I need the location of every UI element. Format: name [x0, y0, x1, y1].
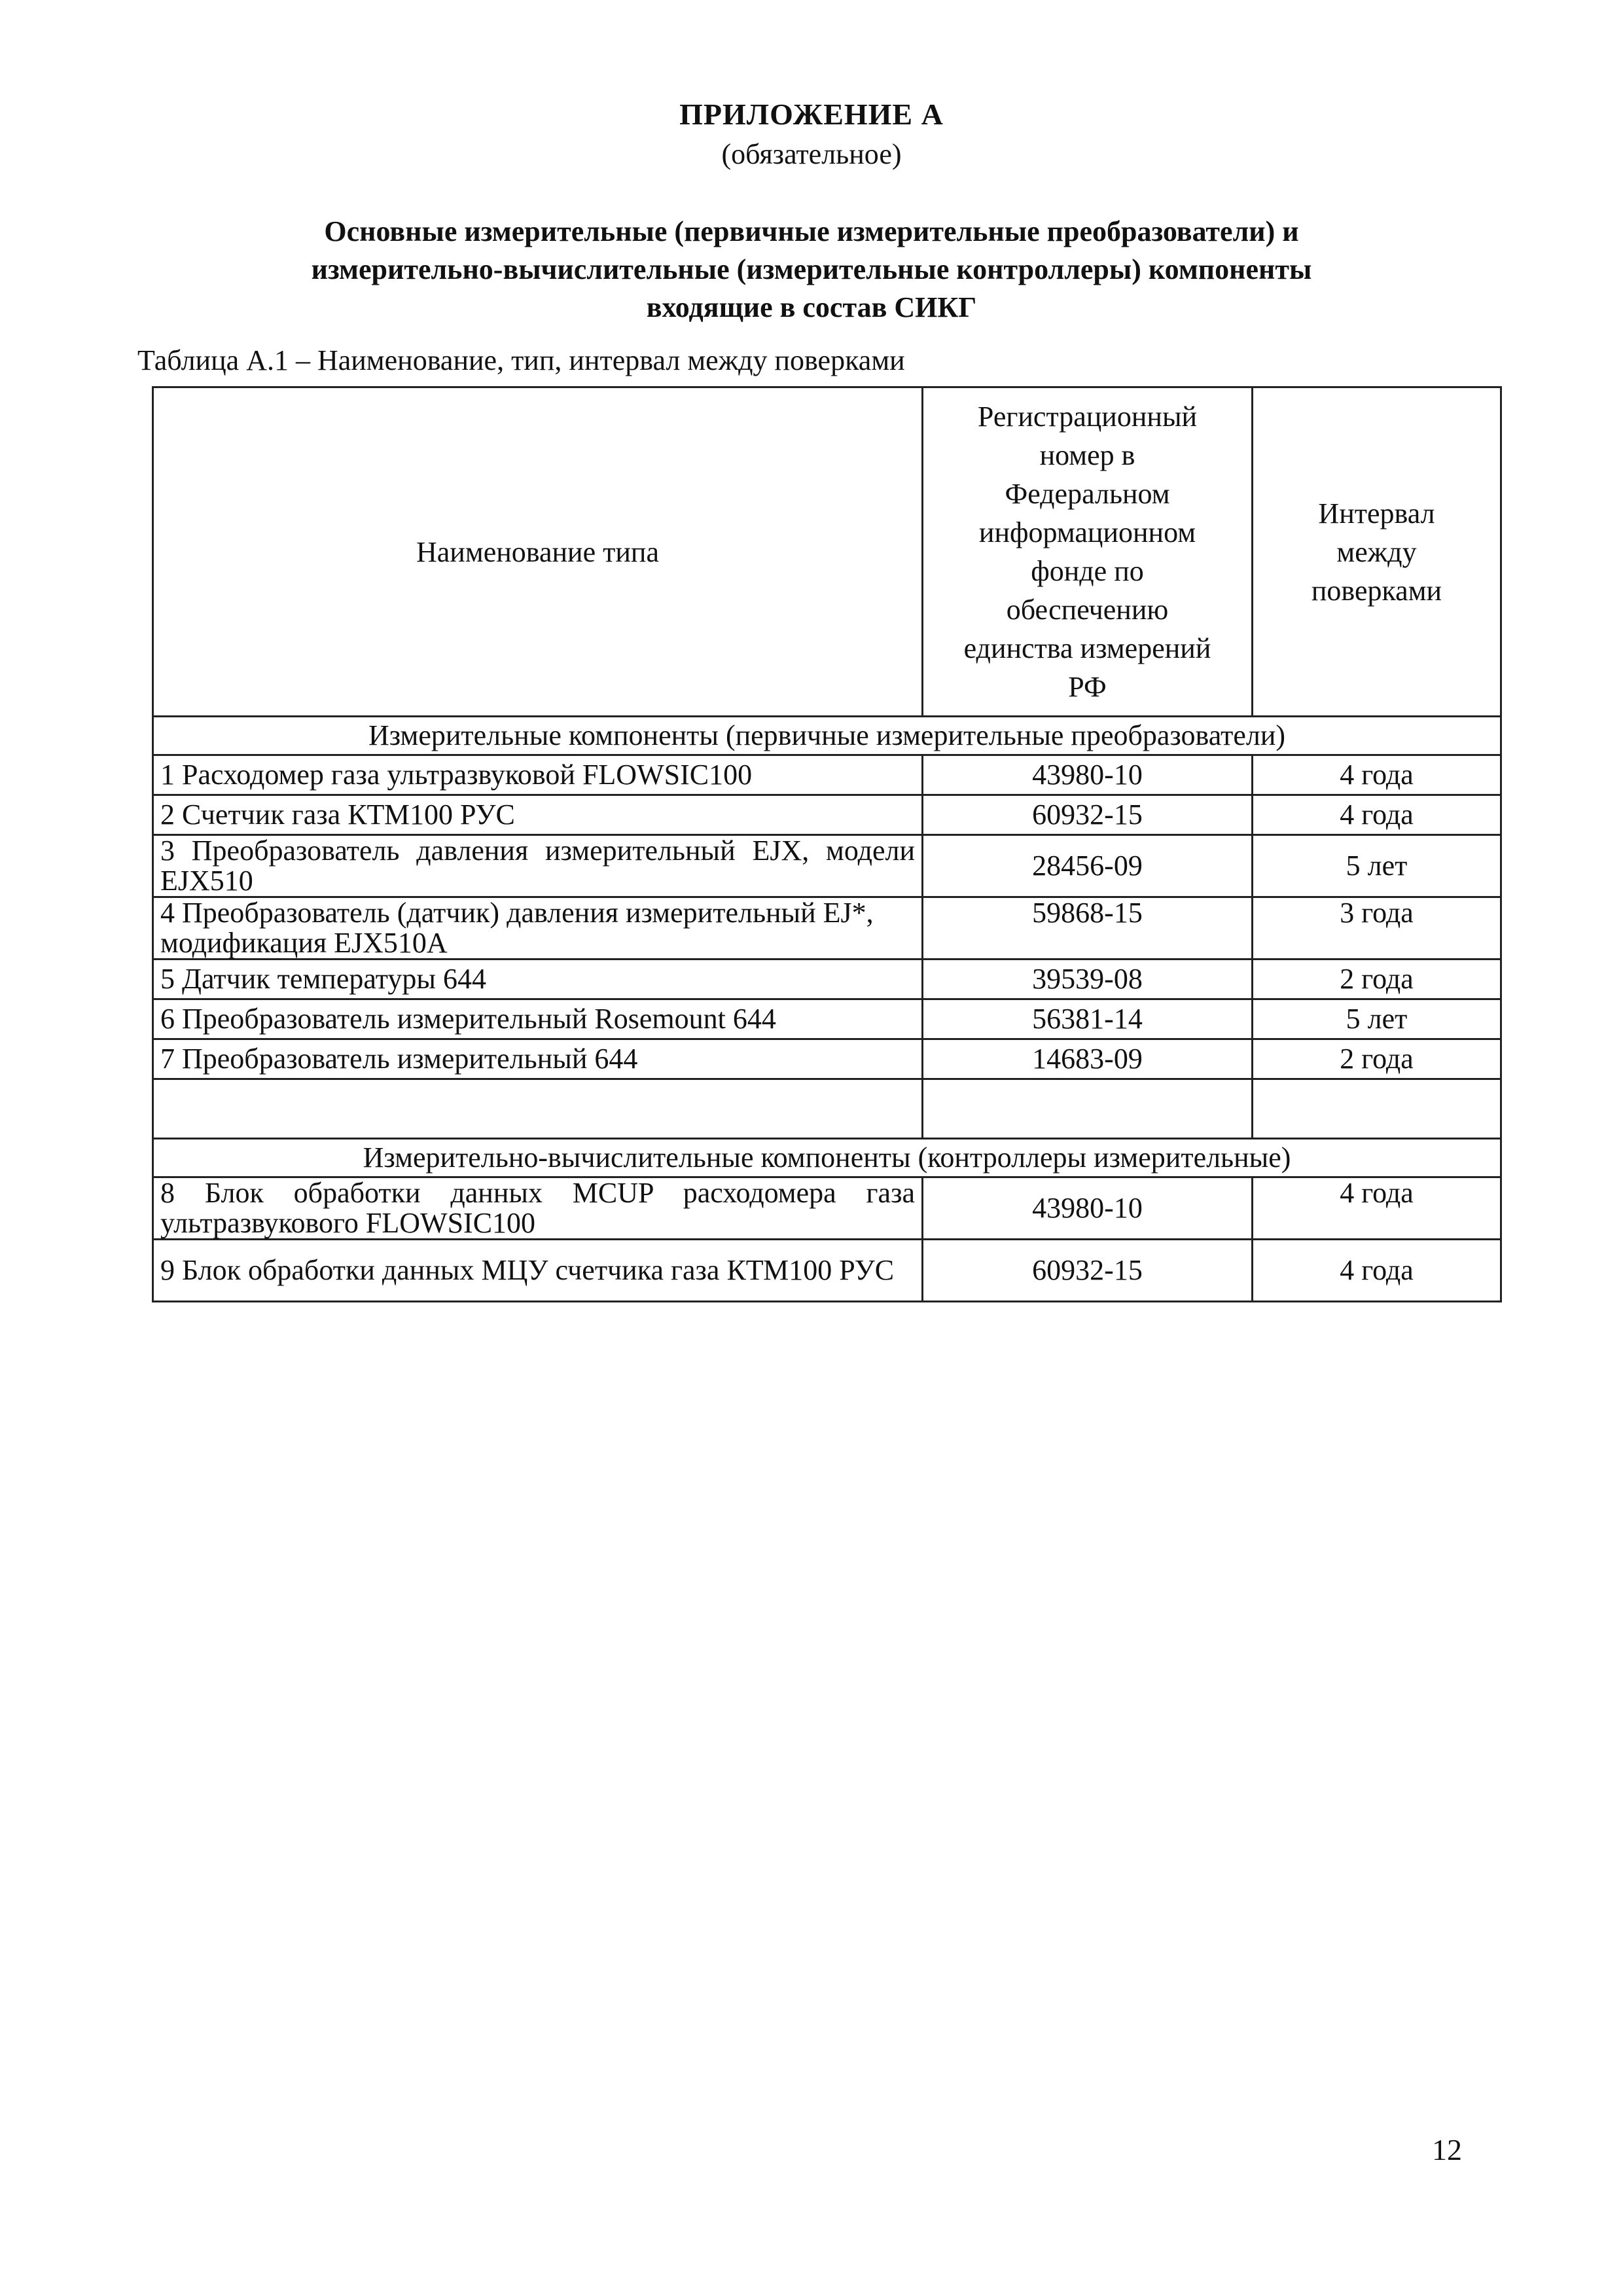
- type-name-cell: 5 Датчик температуры 644: [153, 960, 923, 999]
- registration-cell: 39539-08: [923, 960, 1253, 999]
- type-name-cell: 2 Счетчик газа КТМ100 РУС: [153, 795, 923, 835]
- interval-cell: 3 года: [1253, 897, 1501, 960]
- registration-cell: 28456-09: [923, 835, 1253, 897]
- heading-line: входящие в состав СИКГ: [646, 291, 977, 323]
- page-number: 12: [1432, 2133, 1462, 2166]
- type-name-cell: 1 Расходомер газа ультразвуковой FLOWSIC100: [153, 755, 923, 795]
- heading-line: Основные измерительные (первичные измерительные преобразователи) и: [324, 215, 1299, 247]
- registration-cell: 43980-10: [923, 755, 1253, 795]
- type-name-cell: 6 Преобразователь измерительный Rosemount 644: [153, 999, 923, 1039]
- heading-line: измерительно-вычислительные (измерительные контроллеры) компоненты: [311, 253, 1312, 285]
- table-row: [153, 999, 1501, 1039]
- empty-cell: [153, 1079, 923, 1139]
- table-row: [153, 755, 1501, 795]
- registration-cell: 60932-15: [923, 1240, 1253, 1302]
- section-title: Измерительно-вычислительные компоненты (контроллеры измерительные): [153, 1139, 1501, 1177]
- registration-cell: 56381-14: [923, 999, 1253, 1039]
- empty-cell: [923, 1079, 1253, 1139]
- table-row: [153, 795, 1501, 835]
- empty-cell: [1253, 1079, 1501, 1139]
- table-row: [153, 960, 1501, 999]
- header-type-name: Наименование типа: [153, 387, 923, 717]
- components-table: [152, 386, 1502, 1302]
- interval-cell: 4 года: [1253, 1240, 1501, 1302]
- registration-cell: 43980-10: [923, 1177, 1253, 1240]
- appendix-title: ПРИЛОЖЕНИЕ А: [679, 98, 944, 131]
- interval-cell: 2 года: [1253, 1039, 1501, 1079]
- interval-cell: 4 года: [1253, 755, 1501, 795]
- registration-cell: 60932-15: [923, 795, 1253, 835]
- header-verification-interval: Интервал между поверками: [1253, 387, 1501, 717]
- table-row: [153, 1240, 1501, 1302]
- section-title: Измерительные компоненты (первичные измерительные преобразователи): [153, 717, 1501, 755]
- table-caption: Таблица А.1 – Наименование, тип, интервал между поверками: [137, 344, 905, 376]
- table-header-row: [153, 387, 1501, 717]
- type-name-cell: 3 Преобразователь давления измерительный EJX, модели EJX510: [153, 835, 923, 897]
- interval-cell: 5 лет: [1253, 999, 1501, 1039]
- document-heading: [196, 213, 1427, 327]
- section-row-computing: [153, 1139, 1501, 1177]
- type-name-cell: 4 Преобразователь (датчик) давления измерительный EJ*, модификация EJX510A: [153, 897, 923, 960]
- type-name-cell: 8 Блок обработки данных MCUP расходомера газа ультразвукового FLOWSIC100: [153, 1177, 923, 1240]
- header-registration-number: Регистрационный номер в Федеральном информационном фонде по обеспечению единства измерений РФ: [923, 387, 1253, 717]
- registration-cell: 59868-15: [923, 897, 1253, 960]
- interval-cell: 5 лет: [1253, 835, 1501, 897]
- appendix-subtitle: (обязательное): [721, 138, 902, 170]
- interval-cell: 2 года: [1253, 960, 1501, 999]
- table-row: [153, 835, 1501, 897]
- table-row: [153, 897, 1501, 960]
- interval-cell: 4 года: [1253, 795, 1501, 835]
- type-name-cell: 7 Преобразователь измерительный 644: [153, 1039, 923, 1079]
- type-name-cell: 9 Блок обработки данных МЦУ счетчика газа КТМ100 РУС: [153, 1240, 923, 1302]
- empty-row: [153, 1079, 1501, 1139]
- section-row-primary: [153, 717, 1501, 755]
- registration-cell: 14683-09: [923, 1039, 1253, 1079]
- table-row: [153, 1177, 1501, 1240]
- table-row: [153, 1039, 1501, 1079]
- interval-cell: 4 года: [1253, 1177, 1501, 1240]
